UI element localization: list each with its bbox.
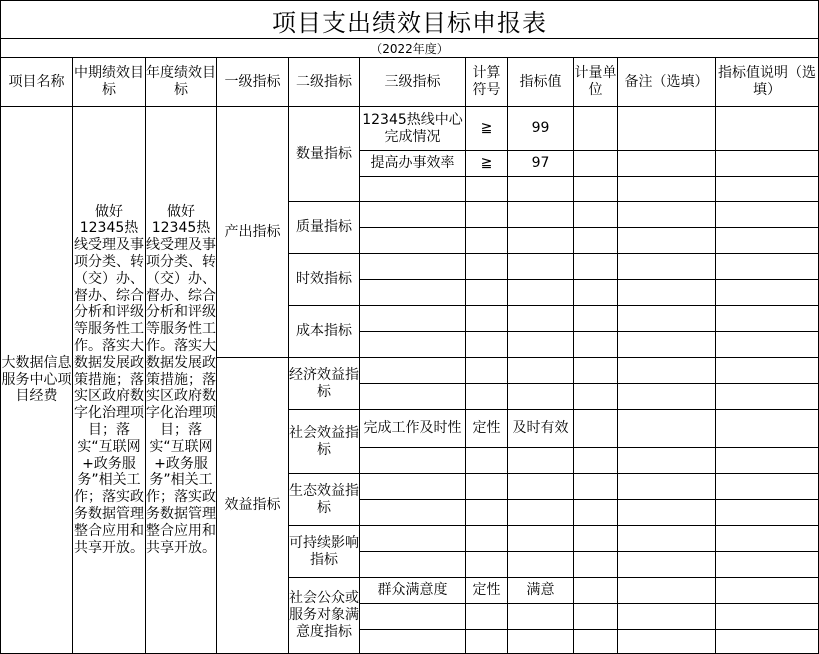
level2-cost: 成本指标 <box>289 306 360 358</box>
indicator-value: 及时有效 <box>508 410 574 448</box>
indicator-name: 完成工作及时性 <box>360 410 466 448</box>
header-value: 指标值 <box>508 58 574 107</box>
indicator-name: 12345热线中心完成情况 <box>360 107 466 151</box>
level2-sustainable: 可持续影响指标 <box>289 526 360 578</box>
level1-output: 产出指标 <box>217 107 289 358</box>
indicator-symbol: 定性 <box>466 578 508 604</box>
indicator-symbol: ≧ <box>466 151 508 177</box>
performance-table <box>0 57 819 654</box>
level2-ecological: 生态效益指标 <box>289 474 360 526</box>
header-annual-goal: 年度绩效目标 <box>146 58 217 107</box>
header-row <box>1 58 819 107</box>
header-remark: 备注（选填） <box>618 58 716 107</box>
header-level1: 一级指标 <box>217 58 289 107</box>
project-name-cell: 大数据信息服务中心项目经费 <box>1 107 73 654</box>
level2-social: 社会效益指标 <box>289 410 360 474</box>
header-level3: 三级指标 <box>360 58 466 107</box>
indicator-value: 满意 <box>508 578 574 604</box>
year-label: （2022年度） <box>0 38 819 58</box>
level2-quantity: 数量指标 <box>289 107 360 202</box>
level2-economic: 经济效益指标 <box>289 358 360 410</box>
header-value-desc: 指标值说明（选填） <box>716 58 819 107</box>
level1-benefit: 效益指标 <box>217 358 289 654</box>
indicator-symbol: 定性 <box>466 410 508 448</box>
page-title: 项目支出绩效目标申报表 <box>0 0 819 39</box>
indicator-symbol: ≧ <box>466 107 508 151</box>
level2-quality: 质量指标 <box>289 202 360 254</box>
indicator-name: 群众满意度 <box>360 578 466 604</box>
header-level2: 二级指标 <box>289 58 360 107</box>
header-unit: 计量单位 <box>574 58 618 107</box>
indicator-value: 99 <box>508 107 574 151</box>
indicator-name: 提高办事效率 <box>360 151 466 177</box>
header-project-name: 项目名称 <box>1 58 73 107</box>
level2-satisfaction: 社会公众或服务对象满意度指标 <box>289 578 360 654</box>
indicator-value: 97 <box>508 151 574 177</box>
header-mid-term-goal: 中期绩效目标 <box>73 58 146 107</box>
level2-timeliness: 时效指标 <box>289 254 360 306</box>
mid-term-goal-cell: 做好12345热线受理及事项分类、转（交）办、督办、综合分析和评级等服务性工作。落实大数据发展政策措施；落实区政府数字化治理项目；落实“互联网+政务服务”相关工作；落实政务数据管理整合应用和共享开放。 <box>73 107 146 654</box>
annual-goal-cell: 做好12345热线受理及事项分类、转（交）办、督办、综合分析和评级等服务性工作。落实大数据发展政策措施；落实区政府数字化治理项目；落实“互联网+政务服务”相关工作；落实政务数据管理整合应用和共享开放。 <box>146 107 217 654</box>
header-calc-symbol: 计算符号 <box>466 58 508 107</box>
